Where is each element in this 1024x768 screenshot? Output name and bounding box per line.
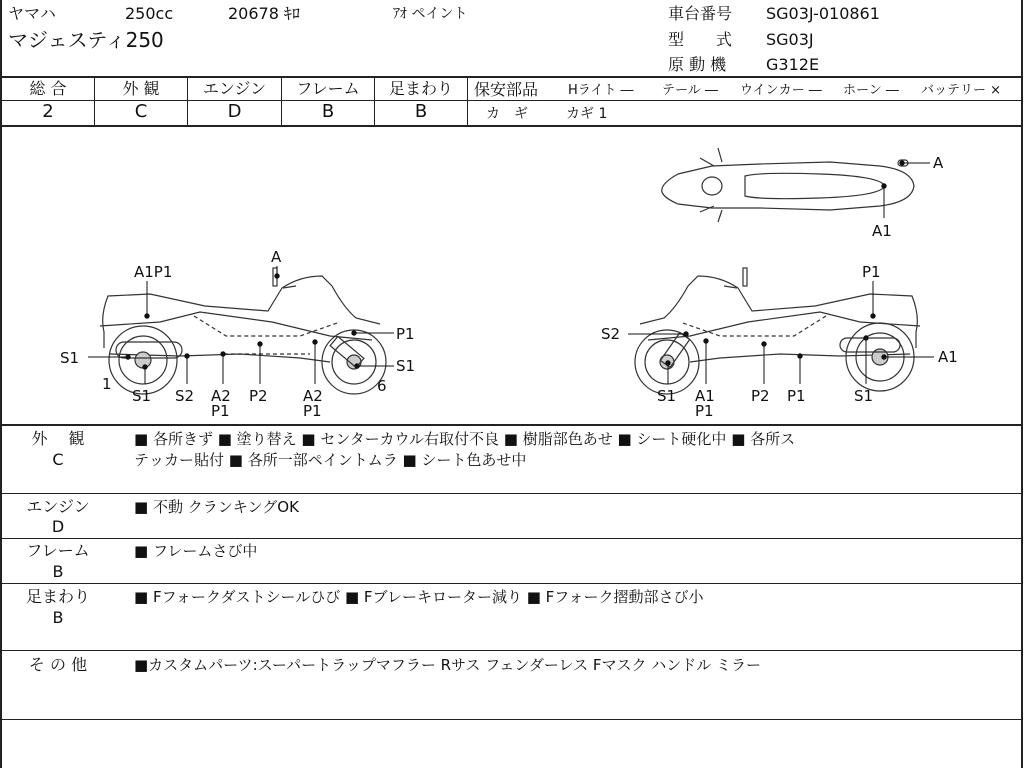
left-label-s2: S2 (175, 387, 195, 405)
remark-label-engine: エンジン (26, 497, 90, 516)
right-scooter-outline (640, 268, 920, 362)
key-label: カ ギ (486, 106, 528, 122)
model-name: マジェスティ250 (8, 28, 164, 52)
left-label-p1-under-a2: P1 (211, 402, 230, 420)
left-scooter-rear-wheel (109, 326, 177, 394)
safety-taillight: テール ― (662, 83, 718, 98)
grade-value-engine: D (227, 101, 242, 122)
left-label-s1-rear: S1 (132, 387, 152, 405)
remark-grade-frame: B (52, 562, 64, 581)
remark-text-other: ■カスタムパーツ:スーパートラップマフラー Rサス フェンダーレス Fマスク ハンドル ミラー (134, 656, 762, 674)
divider-diagram-bottom (0, 424, 1023, 426)
left-label-s1-muffler: S1 (60, 349, 80, 367)
left-label-a2-front: A2 (303, 387, 323, 405)
model-code: SG03J (766, 30, 814, 49)
right-label-s1-rear: S1 (854, 387, 874, 405)
right-annotation-leaders (628, 161, 934, 384)
engine-code: G312E (766, 55, 820, 74)
left-label-6: 6 (377, 377, 387, 395)
grade-value-overall: 2 (42, 101, 54, 122)
remark-label-exterior: 外 観 (31, 429, 85, 448)
remark-grade-exterior: C (52, 450, 64, 469)
key-value: カギ 1 (566, 106, 608, 122)
grade-value-exterior: C (134, 101, 148, 122)
grade-value-frame: B (321, 101, 335, 122)
model-code-label: 型 式 (668, 30, 733, 49)
divider-remark-3 (0, 583, 1023, 584)
left-label-p1-front: P1 (303, 402, 322, 420)
remark-grade-engine: D (51, 517, 65, 536)
right-label-p1-under-a1: P1 (695, 402, 714, 420)
safety-winker: ウインカー ― (740, 83, 822, 98)
engine-label: 原 動 機 (668, 55, 727, 74)
remark-label-other: そ の 他 (28, 655, 88, 674)
left-label-s1-front: S1 (396, 357, 416, 375)
left-label-a1p1: A1P1 (134, 263, 173, 281)
remark-label-suspension: 足まわり (25, 587, 90, 606)
top-label-a1: A1 (872, 222, 892, 240)
remark-text-frame: ■ フレームさび中 (134, 542, 258, 560)
divider-header (0, 76, 1023, 78)
grade-sep-5 (467, 77, 468, 126)
left-label-a2: A2 (211, 387, 231, 405)
grade-label-overall: 総 合 (29, 79, 67, 98)
divider-remark-2 (0, 538, 1023, 539)
safety-label: 保安部品 (474, 80, 539, 99)
right-label-a1: A1 (695, 387, 715, 405)
remark-grade-suspension: B (52, 608, 64, 627)
grade-label-exterior: 外 観 (122, 79, 160, 98)
left-scooter-outline (100, 268, 380, 362)
grade-label-engine: エンジン (202, 79, 267, 98)
displacement: 250cc (125, 4, 174, 23)
safety-headlight: Hライト ― (568, 83, 634, 98)
divider-remark-4 (0, 650, 1023, 651)
right-label-a1-side: A1 (938, 348, 958, 366)
grade-label-suspension: 足まわり (388, 79, 453, 98)
remark-text-engine: ■ 不動 クランキングOK (134, 498, 299, 516)
safety-horn: ホーン ― (843, 83, 899, 98)
top-label-a: A (933, 154, 944, 172)
maker: ヤマハ (8, 4, 56, 23)
divider-remark-1 (0, 493, 1023, 494)
color: ｱｵ ペイント (393, 6, 468, 22)
frame-no: SG03J-010861 (766, 4, 880, 23)
left-label-p1: P1 (396, 325, 415, 343)
right-label-p1-top: P1 (862, 263, 881, 281)
left-label-a: A (271, 248, 282, 266)
frame-no-label: 車台番号 (668, 4, 733, 23)
remark-text-exterior-1: ■ 各所きず ■ 塗り替え ■ センターカウル右取付不良 ■ 樹脂部色あせ ■ シート硬化中 ■ 各所ス (134, 430, 796, 448)
divider-remark-5 (0, 719, 1023, 720)
remark-text-exterior-2: テッカー貼付 ■ 各所一部ペイントムラ ■ シート色あせ中 (134, 451, 527, 469)
left-label-1: 1 (102, 375, 112, 393)
right-label-s2: S2 (601, 325, 621, 343)
mileage: 20678 ｷﾛ (228, 4, 300, 23)
scooter-damage-diagram (0, 126, 1024, 424)
grade-label-frame: フレーム (296, 79, 360, 98)
remark-label-frame: フレーム (26, 541, 90, 560)
right-label-p2: P2 (751, 387, 770, 405)
left-label-p2: P2 (249, 387, 268, 405)
right-label-p1: P1 (787, 387, 806, 405)
remark-text-suspension: ■ Fフォークダストシールひび ■ Fブレーキローター減り ■ Fフォーク摺動部さび小 (134, 588, 704, 606)
grade-value-suspension: B (414, 101, 428, 122)
safety-battery: バッテリー × (921, 83, 1002, 98)
right-label-s1-front: S1 (657, 387, 677, 405)
top-view-scooter (662, 148, 914, 222)
